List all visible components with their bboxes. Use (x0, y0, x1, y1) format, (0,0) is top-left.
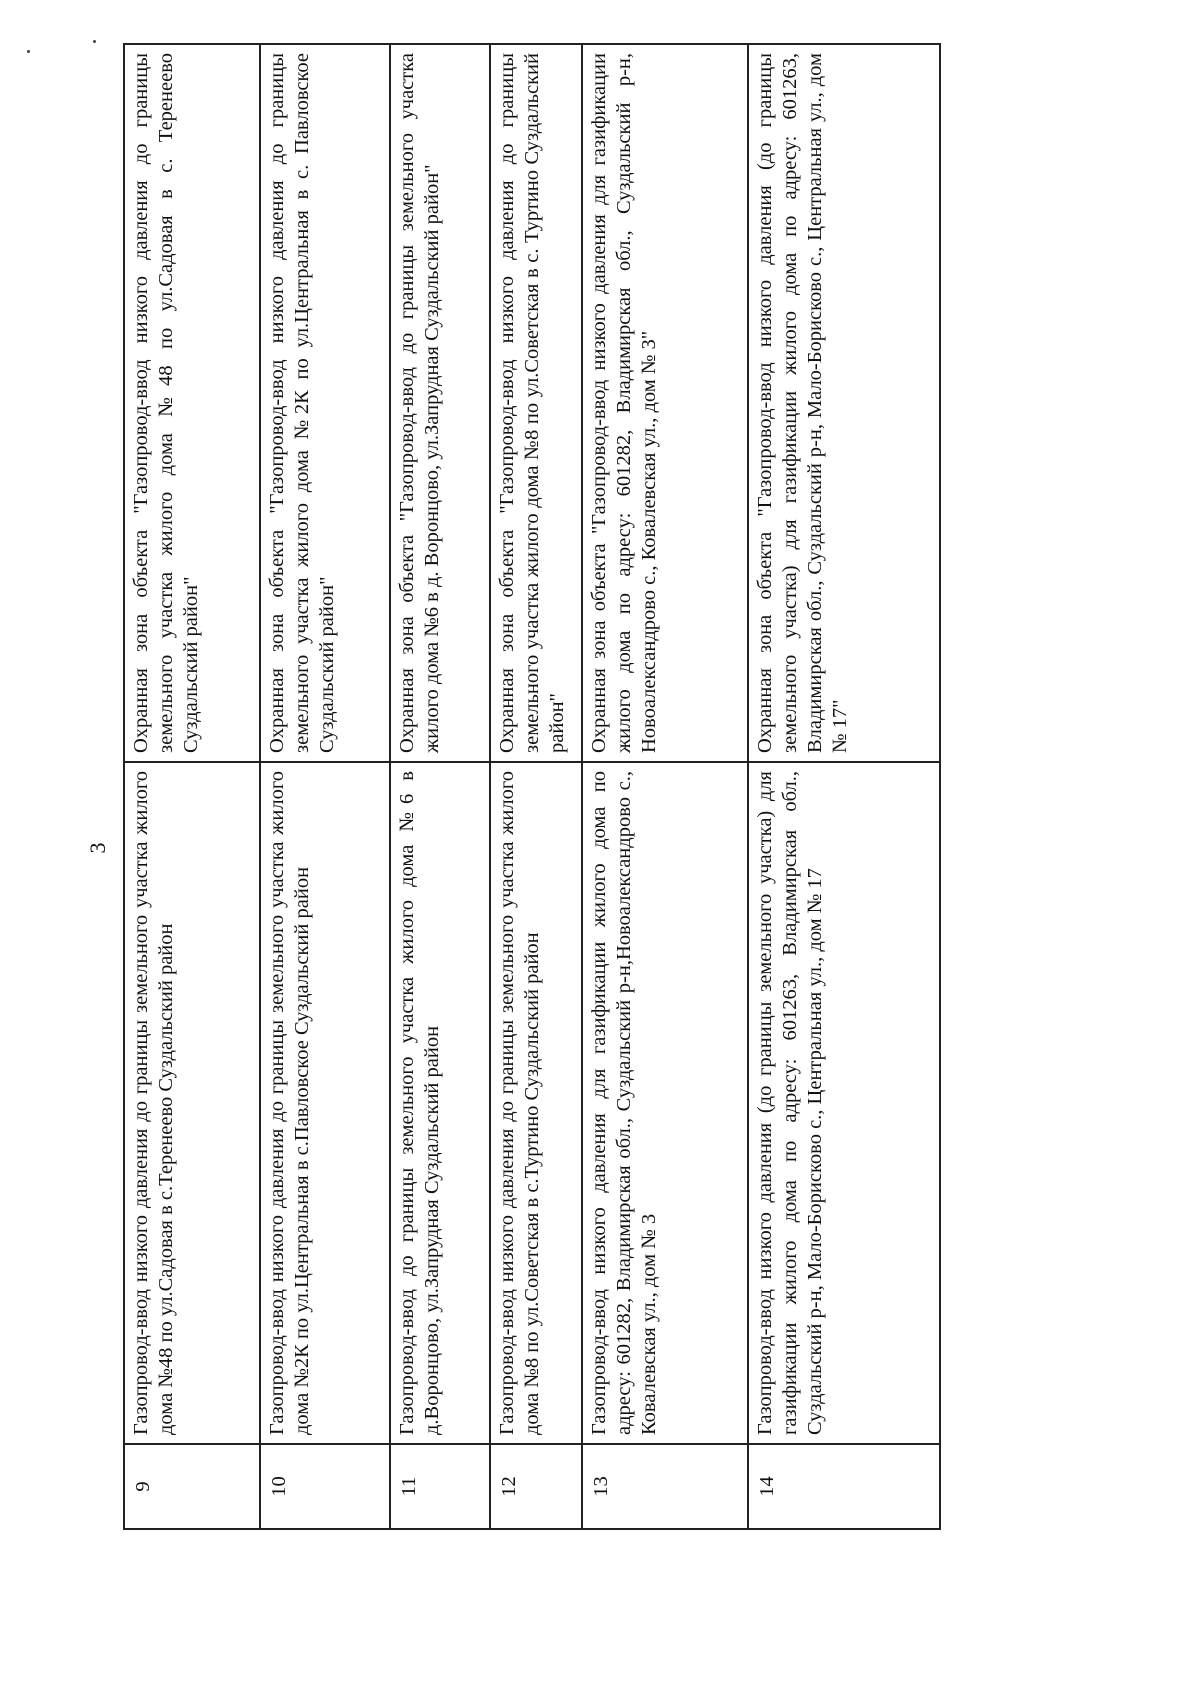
table-row (260, 44, 390, 1529)
object-description: Газопровод-ввод низкого давления до границы земельного участка жилого дома №2К по ул.Центральная в с.Павловское Суздальский район (260, 762, 390, 1444)
row-number: 13 (582, 1444, 748, 1529)
object-description: Газопровод-ввод низкого давления до границы земельного участка жилого дома №48 по ул.Садовая в с.Теренеево Суздальский район (124, 762, 260, 1444)
object-description: Газопровод-ввод низкого давления (до границы земельного участка) для газификации жилого дома по адресу: 601263, Владимирская обл., Суздальский р-н, Мало-Борисково с., Центральная ул., дом № 17 (748, 762, 940, 1444)
table-row (582, 44, 748, 1529)
row-number: 9 (124, 1444, 260, 1529)
object-description: Газопровод-ввод до границы земельного участка жилого дома №6 в д.Воронцово, ул.Запрудная Суздальский район (390, 762, 490, 1444)
row-number: 12 (490, 1444, 582, 1529)
table-row (748, 44, 940, 1529)
protection-zone-description: Охранная зона объекта "Газопровод-ввод низкого давления до границы земельного участка жилого дома №2К по ул.Центральная в с. Павловское Суздальский район" (260, 44, 390, 762)
objects-table (123, 43, 941, 1530)
protection-zone-description: Охранная зона объекта "Газопровод-ввод низкого давления для газификации жилого дома по адресу: 601282, Владимирская обл., Суздальский р-н, Новоалександрово с., Ковалевская ул., дом № 3" (582, 44, 748, 762)
protection-zone-description: Охранная зона объекта "Газопровод-ввод низкого давления до границы земельного участка жилого дома №48 по ул.Садовая в с. Теренеево Суздальский район" (124, 44, 260, 762)
object-description: Газопровод-ввод низкого давления до границы земельного участка жилого дома №8 по ул.Советская в с.Туртино Суздальский район (490, 762, 582, 1444)
scan-speck (27, 50, 30, 53)
rotated-table-container (123, 45, 939, 1530)
page-number: 3 (85, 842, 110, 854)
scan-speck (93, 40, 96, 43)
protection-zone-description: Охранная зона объекта "Газопровод-ввод низкого давления (до границы земельного участка) для газификации жилого дома по адресу: 601263, Владимирская обл., Суздальский р-н, Мало-Борисково с., Центральная ул., дом № 17" (748, 44, 940, 762)
row-number: 10 (260, 1444, 390, 1529)
table-row (390, 44, 490, 1529)
object-description: Газопровод-ввод низкого давления для газификации жилого дома по адресу: 601282, Владимирская обл., Суздальский р-н,Новоалександрово с., Ковалевская ул., дом № 3 (582, 762, 748, 1444)
row-number: 14 (748, 1444, 940, 1529)
protection-zone-description: Охранная зона объекта "Газопровод-ввод до границы земельного участка жилого дома №6 в д. Воронцово, ул.Запрудная Суздальский район" (390, 44, 490, 762)
table-row (124, 44, 260, 1529)
table-row (490, 44, 582, 1529)
row-number: 11 (390, 1444, 490, 1529)
protection-zone-description: Охранная зона объекта "Газопровод-ввод низкого давления до границы земельного участка жилого дома №8 по ул.Советская в с. Туртино Суздальский район" (490, 44, 582, 762)
